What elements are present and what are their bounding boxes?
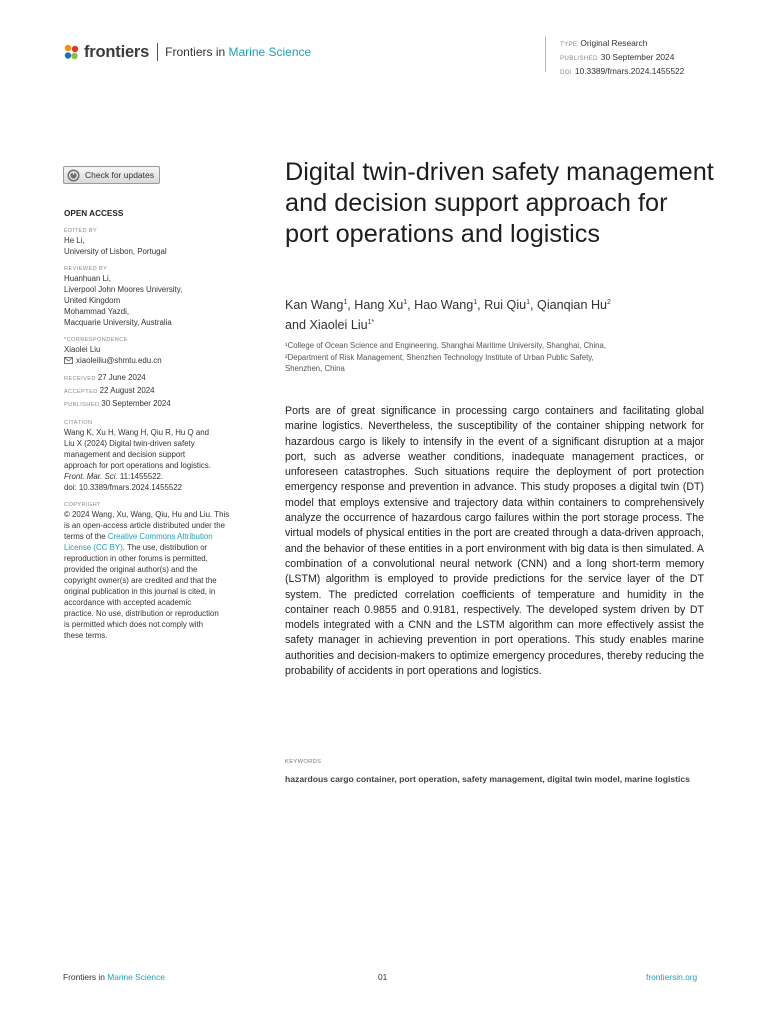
author-name: Hao Wang xyxy=(414,298,474,313)
meta-published xyxy=(560,51,684,65)
citation-journal-row xyxy=(64,471,242,482)
copyright-line: reproduction in other forums is permitted, xyxy=(64,554,208,563)
meta-published-value: 30 September 2024 xyxy=(600,52,675,62)
meta-published-label: PUBLISHED xyxy=(560,55,598,62)
brand-name: frontiers xyxy=(84,42,150,61)
correspondence-email-row[interactable] xyxy=(64,355,242,366)
copyright-line: © 2024 Wang, Xu, Wang, Qiu, Hu and Liu. This xyxy=(64,510,230,519)
meta-divider xyxy=(545,36,546,72)
copyright-line: these terms. xyxy=(64,631,108,640)
open-access-label: OPEN ACCESS xyxy=(64,209,124,218)
frontiers-logo-icon xyxy=(63,44,80,61)
affiliation-line: ²Department of Risk Management, Shenzhen Technology Institute of Urban Public Safety, xyxy=(285,352,594,362)
editor-affiliation: University of Lisbon, Portugal xyxy=(64,247,167,256)
footer-journal-prefix: Frontiers in xyxy=(63,972,108,982)
article-meta xyxy=(560,37,684,79)
author-name: Qianqian Hu xyxy=(537,298,608,313)
article-title: Digital twin-driven safety management and decision support approach for port operations and logistics xyxy=(285,158,714,248)
copyright-line: original publication in this journal is cited, in xyxy=(64,587,216,596)
citation-doi[interactable]: doi: 10.3389/fmars.2024.1455522 xyxy=(64,483,183,492)
citation-line: approach for port operations and logistics. xyxy=(64,461,211,470)
citation-line: Liu X (2024) Digital twin-driven safety xyxy=(64,439,195,448)
copyright-line xyxy=(64,531,242,542)
reviewer-line: Macquarie University, Australia xyxy=(64,318,172,327)
affiliation-line: ¹College of Ocean Science and Engineering, Shanghai Maritime University, Shanghai, China, xyxy=(285,341,607,350)
reviewer-line: Liverpool John Moores University, xyxy=(64,285,183,294)
meta-doi-value[interactable]: 10.3389/fmars.2024.1455522 xyxy=(574,66,685,76)
journal-accent: Marine Science xyxy=(228,45,312,59)
site-link[interactable]: frontiersin.org xyxy=(646,972,698,982)
footer-journal-accent: Marine Science xyxy=(107,972,165,982)
citation-journal: Front. Mar. Sci. xyxy=(64,472,118,481)
page-number: 01 xyxy=(378,972,388,982)
author-affil-ref: 1 xyxy=(473,299,478,306)
check-updates-icon xyxy=(67,169,80,182)
published-row xyxy=(64,398,242,411)
check-updates-label: Check for updates xyxy=(85,170,154,180)
citation-line: management and decision support xyxy=(64,450,186,459)
meta-type xyxy=(560,37,684,51)
copyright-line xyxy=(64,542,242,553)
author-name: Hang Xu xyxy=(354,298,404,313)
received-row xyxy=(64,372,242,385)
logo-divider xyxy=(157,43,158,61)
copyright-line: copyright owner(s) are credited and that the xyxy=(64,576,217,585)
copyright-text: . The use, distribution or xyxy=(122,543,208,552)
copyright-line: practice. No use, distribution or reproduction xyxy=(64,609,219,618)
keywords: hazardous cargo container, port operation, safety management, digital twin model, marine logistics xyxy=(285,774,690,784)
author-name: Kan Wang xyxy=(285,298,344,313)
mail-icon xyxy=(64,357,73,364)
cc-license-link[interactable]: Creative Commons Attribution xyxy=(107,532,213,541)
accepted-date: 22 August 2024 xyxy=(99,386,155,395)
affiliations xyxy=(285,340,715,375)
keywords-label: KEYWORDS xyxy=(285,759,322,765)
editor-name: He Li, xyxy=(64,236,85,245)
correspondence-name: Xiaolei Liu xyxy=(64,345,101,354)
author[interactable] xyxy=(354,298,407,312)
accepted-label: ACCEPTED xyxy=(64,389,98,395)
meta-doi xyxy=(560,65,684,79)
author-name: Rui Qiu xyxy=(484,298,527,313)
journal-name xyxy=(165,45,311,59)
cc-license-link[interactable]: License (CC BY) xyxy=(64,543,123,552)
author-affil-ref: 1 xyxy=(403,299,408,306)
accepted-row xyxy=(64,385,242,398)
reviewer-line: Mohammad Yazdi, xyxy=(64,307,130,316)
published-date: 30 September 2024 xyxy=(101,399,171,408)
copyright-line: accordance with accepted academic xyxy=(64,598,192,607)
copyright-line: is permitted which does not comply with xyxy=(64,620,204,629)
abstract: Ports are of great significance in processing cargo containers and facilitating global marine logistics. Nevertheless, the susceptibility of the container shipping network for hazardous cargo is likely to intensify in the event of a significant disruption at a major port, such as adverse weather conditions, inadequate management practices, or unforeseen catastrophes. Such situations require the deployment of port protection emergency response and prevention in advance. This study proposes a digital twin (DT) model that employs extensive and trajectory data within containers to comprehensively analyze the occurrence of hazardous cargo failures within the port storage process. The virtual models of physical entities in the port are created through a data-driven approach, and the behavior of these entities in a port environment with big data is then simulated. A combination of a convolutional neural network (CNN) and a long short-term memory (LSTM) algorithm is employed to provide predictions for the service layer of the DT system. The predicted correlation coefficients of temperature and humidity in the container reach 0.9855 and 0.9181, respectively. The developed system driven by DT models integrated with a CNN and the LSTM algorithm can more effectively assist the safety manager in achieving prevention in port operations. This study enables marine authorities and decision-makers to optimize emergency procedures, thereby reducing the probability of accidents in port operations and logistics. xyxy=(285,405,704,678)
reviewed-by-label: REVIEWED BY xyxy=(64,266,108,272)
check-updates-button[interactable] xyxy=(63,166,160,184)
correspondence-email[interactable]: xiaoleiliu@shmtu.edu.cn xyxy=(76,356,162,365)
author-list: Kan Wang$^1$, Hang Xu$^1$, Hao Wang$^1$, Rui Qiu$^1$, Qianqian Hu$^2$ and Xiaolei Liu$^{1*}$ xyxy=(285,298,611,333)
citation-volume: 11:1455522. xyxy=(117,472,164,481)
author-affil-ref: 1 xyxy=(526,299,531,306)
author[interactable] xyxy=(537,298,611,312)
meta-type-value: Original Research xyxy=(580,38,648,48)
copyright-line: is an open-access article distributed under the xyxy=(64,521,225,530)
published-label: PUBLISHED xyxy=(64,402,100,408)
received-label: RECEIVED xyxy=(64,376,96,382)
author-affil-ref: 1* xyxy=(367,319,375,327)
author-conjunction: and xyxy=(285,318,307,333)
article-info-sidebar xyxy=(64,208,242,641)
edited-by-label: EDITED BY xyxy=(64,228,98,234)
journal-prefix: Frontiers in xyxy=(165,45,229,59)
author[interactable] xyxy=(310,318,375,332)
citation-line: Wang K, Xu H, Wang H, Qiu R, Hu Q and xyxy=(64,428,210,437)
meta-doi-label: DOI xyxy=(560,69,572,76)
affiliation-line: Shenzhen, China xyxy=(285,364,345,374)
copyright-text: terms of the xyxy=(64,532,108,541)
correspondence-label: *CORRESPONDENCE xyxy=(64,337,128,343)
author[interactable] xyxy=(414,298,477,312)
reviewer-line: Huanhuan Li, xyxy=(64,274,111,283)
footer-journal xyxy=(63,972,165,982)
author-affil-ref: 2 xyxy=(607,299,611,306)
reviewer-line: United Kingdom xyxy=(64,296,121,305)
received-date: 27 June 2024 xyxy=(97,373,146,382)
author-affil-ref: 1 xyxy=(343,299,348,306)
meta-type-label: TYPE xyxy=(560,41,578,48)
author[interactable] xyxy=(285,298,347,312)
author-name: Xiaolei Liu xyxy=(309,318,368,333)
author[interactable] xyxy=(484,298,530,312)
citation-label: CITATION xyxy=(64,420,93,426)
copyright-label: COPYRIGHT xyxy=(64,502,101,508)
copyright-line: provided the original author(s) and the xyxy=(64,565,198,574)
frontiers-logo[interactable] xyxy=(63,42,311,62)
